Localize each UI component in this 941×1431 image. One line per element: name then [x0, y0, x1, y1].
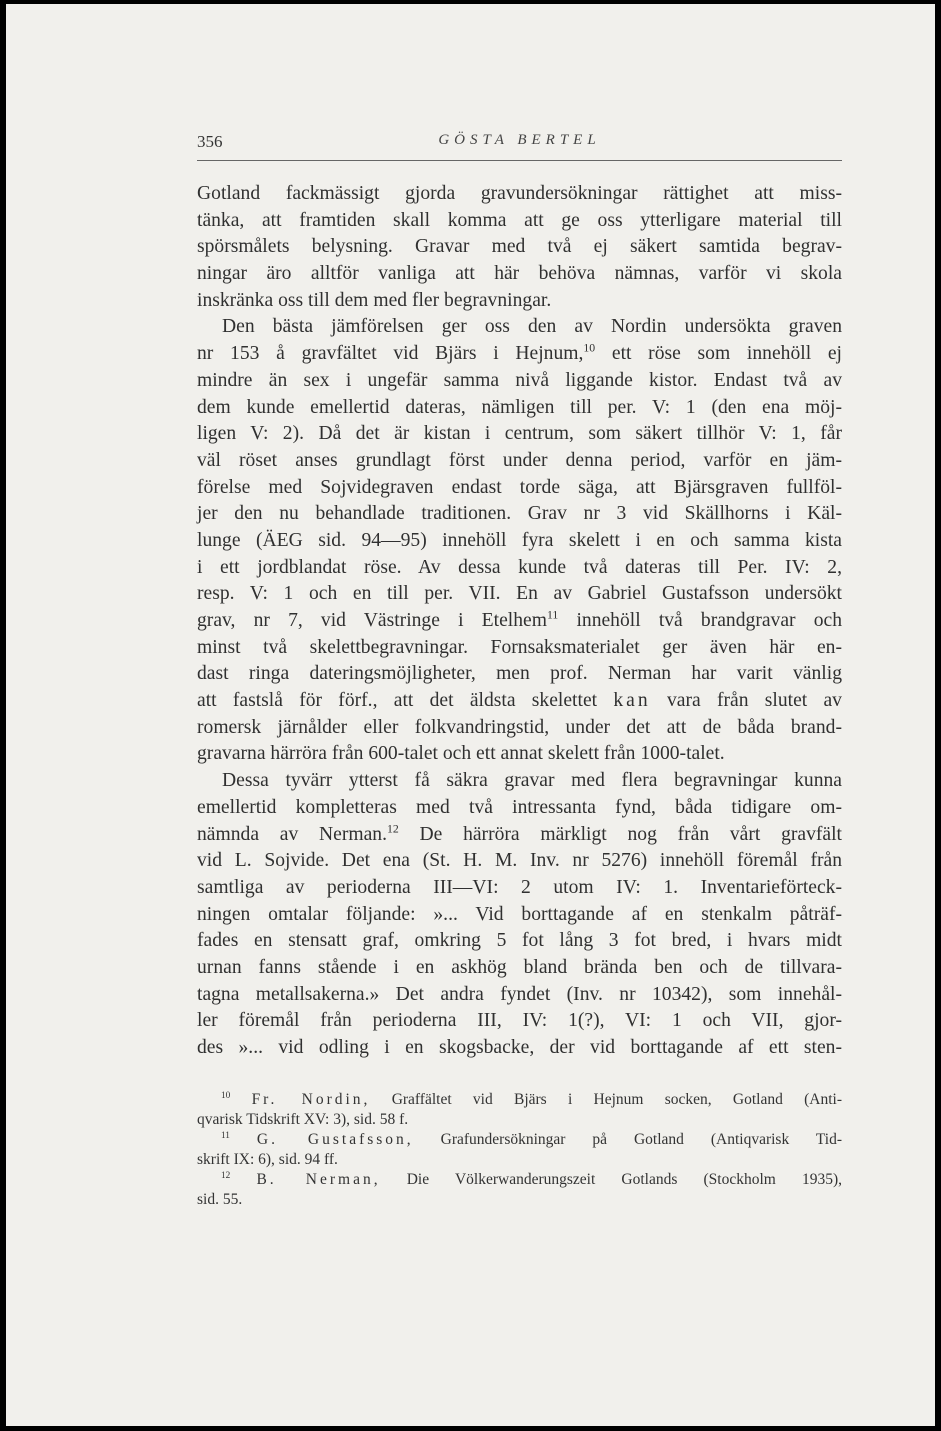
text-line: tänka, att framtiden skall komma att ge oss ytterligare material till — [197, 209, 842, 231]
text-line — [197, 608, 842, 635]
text-line: ler föremål från perioderna III, IV: 1(?), VI: 1 och VII, gjor- — [197, 1010, 842, 1032]
footnote-text: Die Völkerwanderungszeit Gotlands (Stockholm 1935), — [406, 1171, 843, 1188]
footnote-number: 11 — [221, 1130, 230, 1141]
text-line: spörsmålets belysning. Gravar med två ej säkert samtida begrav- — [197, 236, 842, 258]
text-line — [197, 822, 842, 849]
footnote-text: Graffältet vid Bjärs i Hejnum socken, Gotland (Anti- — [391, 1091, 842, 1108]
text-line: ningar äro alltför vanliga att här behöva nämnas, varför vi skola — [197, 263, 842, 285]
text-line: mindre än sex i ungefär samma nivå liggande kistor. Endast två av — [197, 369, 842, 391]
text-line: samtliga av perioderna III—VI: 2 utom IV: 1. Inventarieförteck- — [197, 876, 842, 898]
text-line: vid L. Sojvide. Det ena (St. H. M. Inv. nr 5276) innehöll föremål från — [197, 850, 842, 872]
text-line: inskränka oss till dem med fler begravningar. — [197, 289, 552, 311]
text-line: ningen omtalar följande: »... Vid borttagande af en stenkalm påträf- — [197, 903, 842, 925]
footnote-line — [197, 1170, 842, 1190]
text-fragment: nämnda av Nerman. — [197, 823, 387, 845]
text-line: dast ringa dateringsmöjligheter, men prof. Nerman har varit vänlig — [197, 663, 842, 685]
footnote-line: qvarisk Tidskrift XV: 3), sid. 58 f. — [197, 1111, 409, 1128]
text-fragment: De härröra märkligt nog från vårt gravfält — [419, 823, 842, 845]
spaced-emphasis: kan — [613, 690, 651, 712]
text-line — [197, 341, 842, 368]
footnote-number: 12 — [221, 1170, 231, 1181]
text-line: fades en stensatt graf, omkring 5 fot lång 3 fot bred, i hvars midt — [197, 930, 842, 952]
running-head: GÖSTA BERTEL — [438, 132, 601, 148]
footnote-author: G. Gustafsson, — [256, 1131, 414, 1148]
text-fragment: grav, nr 7, vid Västringe i Etelhem — [197, 610, 547, 631]
text-line: väl röset anses grundlagt först under denna period, varför en jäm- — [197, 449, 842, 471]
page-number: 356 — [197, 132, 223, 151]
text-line: resp. V: 1 och en till per. VII. En av Gabriel Gustafsson undersökt — [197, 583, 842, 605]
footnote-line — [197, 1130, 842, 1150]
text-line: i ett jordblandat röse. Av dessa kunde två dateras till Per. IV: 2, — [197, 556, 842, 578]
text-fragment: innehöll två brandgravar och — [576, 610, 842, 631]
text-line: emellertid kompletteras med två intressanta fynd, båda tidigare om- — [197, 796, 842, 818]
text-line: des »... vid odling i en skogsbacke, der vid borttagande af ett sten- — [197, 1037, 842, 1058]
footnote-author: B. Nerman, — [256, 1171, 381, 1188]
footnote-line: sid. 55. — [197, 1191, 243, 1208]
text-fragment: ett röse som innehöll ej — [611, 343, 843, 365]
text-fragment: att fastslå för förf., att det äldsta skelettet — [197, 690, 598, 712]
footnote-ref: 12 — [387, 821, 399, 835]
text-line: urnan fanns stående i en askhög bland brända ben och de tillvara- — [197, 956, 842, 978]
footnotes — [197, 1090, 842, 1210]
text-line — [197, 688, 842, 715]
footnote-number: 10 — [221, 1090, 231, 1101]
text-line: tagna metallsakerna.» Det andra fyndet (Inv. nr 10342), som innehål- — [197, 983, 842, 1005]
text-line: gravarna härröra från 600-talet och ett annat skelett från 1000-talet. — [197, 743, 725, 765]
text-line: Den bästa jämförelsen ger oss den av Nordin undersökta graven — [222, 316, 842, 338]
text-line: ligen V: 2). Då det är kistan i centrum, som säkert tillhör V: 1, får — [197, 423, 842, 445]
text-fragment: vara från slutet av — [666, 690, 842, 712]
text-line: Gotland fackmässigt gjorda gravundersökningar rättighet att miss- — [197, 183, 842, 204]
scanned-page — [6, 4, 935, 1426]
page-header — [197, 130, 842, 161]
footnote-text: Grafundersökningar på Gotland (Antiqvarisk Tid- — [440, 1131, 843, 1148]
text-line: Dessa tyvärr ytterst få säkra gravar med flera begravningar kunna — [222, 770, 842, 792]
footnote-ref: 11 — [546, 608, 559, 622]
footnote-line — [197, 1090, 842, 1110]
footnote-line: skrift IX: 6), sid. 94 ff. — [197, 1151, 338, 1168]
footnote-author: Fr. Nordin, — [251, 1091, 371, 1108]
text-fragment: nr 153 å gravfältet vid Bjärs i Hejnum, — [197, 343, 584, 365]
text-line: romersk järnålder eller folkvandringstid, under det att de båda brand- — [197, 716, 842, 738]
text-line: jer den nu behandlade traditionen. Grav nr 3 vid Skällhorns i Käl- — [197, 503, 842, 525]
text-line: dem kunde emellertid dateras, nämligen till per. V: 1 (den ena möj- — [197, 396, 842, 418]
text-line: förelse med Sojvidegraven endast torde säga, att Bjärsgraven fullföl- — [197, 476, 842, 498]
text-line: lunge (ÄEG sid. 94—95) innehöll fyra skelett i en och samma kista — [197, 529, 842, 551]
text-line: minst två skelettbegravningar. Fornsaksmaterialet ger även här en- — [197, 636, 842, 658]
body-text — [197, 181, 842, 1062]
footnote-ref: 10 — [583, 341, 596, 355]
